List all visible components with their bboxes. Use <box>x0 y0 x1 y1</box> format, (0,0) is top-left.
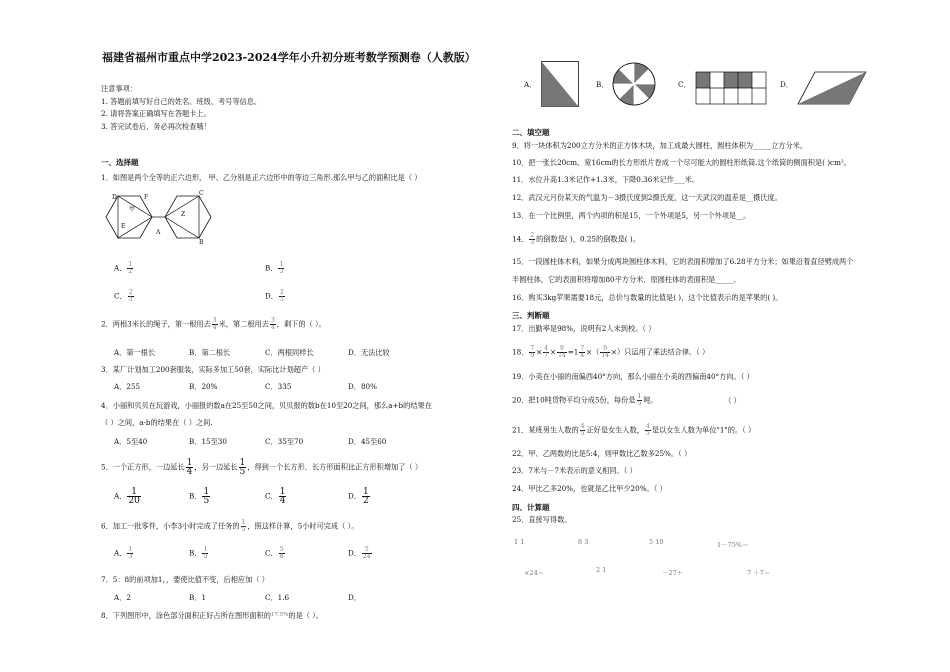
figure-label: C <box>199 190 204 197</box>
question-10: 10．把一张长20cm、宽16cm的长方形纸片卷成一个尽可能大的圆柱形纸筒.这个纸筒的侧面积是( )cm²。 <box>512 158 851 167</box>
option-a[interactable]: A．第一根长 <box>114 348 156 357</box>
figure-label: A <box>156 229 161 236</box>
question-23: 23．7米与－7米表示的意义相同。（ ） <box>512 466 637 475</box>
figure-label: 甲 <box>129 206 136 213</box>
question-7: 7．5：8的前项加1，，要使比值不变，后相应加（ ） <box>101 575 269 584</box>
figure-label: Z <box>181 211 186 218</box>
question-3: 3．某厂计划加工200套服装，实际多加工50套，实际比计划超产（ ） <box>101 365 325 374</box>
option-c[interactable]: C． $\frac{2}{3}$ <box>114 289 133 303</box>
option-a[interactable]: A． $\frac{1}{2}$ <box>114 261 133 275</box>
calc-item: 7 ＋7＝ <box>747 569 771 577</box>
grid-figure <box>696 72 766 104</box>
question-15-cont: 半圆柱体，它的表面积将增加80平方分米．原圆柱体的表面积是_____。 <box>512 275 741 284</box>
question-13: 13．在一个比例里，两个内项的积是15，一个外项是5，另一个外项是__。 <box>512 211 751 220</box>
option-c[interactable]: C．两根同样长 <box>265 348 314 357</box>
section-heading: 三、判断题 <box>512 311 550 320</box>
question-12: 12．武汉元月份某天的气温为－3摄氏度到2摄氏度，这一天武汉的温差是__摄氏度。 <box>512 193 782 202</box>
question-24: 24．甲比乙多20%，也就是乙比甲少20%。（ ） <box>512 484 667 493</box>
option-c[interactable]: C． $\frac{1}{4}$ <box>265 487 286 506</box>
figure-label: F <box>144 194 149 201</box>
figure-label: E <box>121 223 126 230</box>
notice-item: 1. 答题前填写好自己的姓名、班级、考号等信息。 <box>101 97 262 106</box>
rectangle-diagonal-figure <box>541 61 579 107</box>
option-b[interactable]: B． <box>596 80 609 89</box>
option-d[interactable]: D． $\frac{5}{24}$ <box>348 546 371 560</box>
section-heading: 四、计算题 <box>512 503 550 512</box>
option-b[interactable]: B．1 <box>189 593 207 602</box>
option-a[interactable]: A．5至40 <box>114 437 148 446</box>
question-14: 14． $\frac{2}{3}$ 的倒数是( )，0.25的倒数是( )。 <box>512 232 640 246</box>
option-a[interactable]: A．255 <box>114 382 141 391</box>
calc-item: 2 1 <box>596 566 607 574</box>
option-b[interactable]: B．15至30 <box>189 437 227 446</box>
figure-label: B <box>199 239 204 246</box>
question-21: 21．某班男生人数的 $\frac{4}{5}$ 正好是女生人数， $\frac{4}{5}$ 是以女生人数为单位"1"的。（ ） <box>512 423 756 437</box>
question-22: 22．甲、乙两数的比是5:4，则甲数比乙数多25%。（ ） <box>512 449 692 458</box>
section-heading: 二、填空题 <box>512 128 550 137</box>
page-title: 福建省福州市重点中学2023-2024学年小升初分班考数学预测卷（人教版） <box>102 51 476 64</box>
question-17: 17．出勤率是98%，说明有2人未到校。（ ） <box>512 324 656 333</box>
option-a[interactable]: A．2 <box>114 593 131 602</box>
question-20: 20．把10吨货物平均分成5份，每份是 $\frac{1}{5}$ 吨。 （ ） <box>512 393 741 407</box>
question-6: 6．加工一批零件，小李3小时完成了任务的 $\frac{1}{5}$ ，照这样计算，5小时可完成（ ）。 <box>101 519 359 533</box>
option-d[interactable]: D． $\frac{2}{5}$ <box>265 289 284 303</box>
notice-item: 2. 请将答案正确填写在答题卡上。 <box>101 109 211 118</box>
calc-item: 1－75%＝ <box>717 541 749 549</box>
question-4: 4．小丽和贝贝在玩游戏，小丽报的数a在25至50之间，贝贝报的数b在10至20之间，那么a+b的结果在 <box>101 401 432 410</box>
section-heading: 一、选择题 <box>101 158 139 167</box>
question-16: 16．购买3kg苹果需要18元，总价与数量的比值是( )，这个比值表示的是苹果的( )。 <box>512 293 783 302</box>
option-a[interactable]: A． $\frac{1}{20}$ <box>114 487 140 506</box>
option-a[interactable]: A． <box>524 80 537 89</box>
question-1: 1．如图是两个全等的正六边形， 甲、乙分别是正六边形中的等边三角形.那么甲与乙的面积比是（ ） <box>101 173 422 182</box>
option-b[interactable]: B． $\frac{1}{5}$ <box>189 546 208 560</box>
figure-label: D <box>112 194 117 201</box>
question-2: 2．两根3米长的绳子，第一根用去 $\frac{3}{4}$ 米，第二根用去 $\frac{3}{4}$ ，剩下的（ ）。 <box>101 317 326 331</box>
notice-item: 3. 答完试卷后，务必再次检查哦！ <box>101 122 211 131</box>
option-d[interactable]: D．45至60 <box>348 437 387 446</box>
question-19: 19．小美在小丽的南偏西40°方向，那么小丽在小美的西偏南40°方向。（ ） <box>512 372 754 381</box>
calc-item: －27÷ <box>662 569 683 577</box>
question-11: 11．水位升高1.3米记作+1.3米，下降0.36米记作___米。 <box>512 175 700 184</box>
question-4-cont: （ ）之间，a-b的结果在（ ）之间. <box>101 418 213 427</box>
parallelogram-figure <box>797 71 867 105</box>
circle-sectors-figure <box>612 62 656 106</box>
question-18: 18． $\frac{7}{9}$ × $\frac{4}{7}$ × $\frac{9}{14}$ =1 $\frac{7}{4}$ ×（ $\frac{9}{14}$ ×）只运用了乘法结合律。（ ） <box>512 345 710 359</box>
option-d[interactable]: D． <box>348 593 361 602</box>
option-c[interactable]: C．35至70 <box>265 437 304 446</box>
option-d[interactable]: D．80% <box>348 382 377 391</box>
option-b[interactable]: B． $\frac{1}{5}$ <box>189 487 210 506</box>
option-d[interactable]: D．无法比较 <box>348 348 390 357</box>
option-b[interactable]: B．20% <box>189 382 218 391</box>
calc-item: 1 1 <box>514 538 525 546</box>
calc-item: 8 3 <box>578 538 589 546</box>
notice-heading: 注意事项： <box>101 84 137 93</box>
question-25: 25．直接写得数。 <box>512 515 572 524</box>
option-c[interactable]: C．335 <box>265 382 292 391</box>
question-15: 15．一段圆柱体木料，如果分成两块圆柱体木料，它的表面积增加了6.28平方分米；如果沿着直径劈成两个 <box>512 257 854 266</box>
question-8: 8．下列图形中，涂色部分面积正好占所在图形面积的$^{17.5\%}$的是（ ）。 <box>101 611 323 620</box>
option-d[interactable]: D． <box>780 80 793 89</box>
calc-item: 5 10 <box>649 538 664 546</box>
option-c[interactable]: C．1.6 <box>265 593 290 602</box>
option-d[interactable]: D． $\frac{1}{2}$ <box>348 487 369 506</box>
question-5: 5．一个正方形，一边延长 $\frac{1}{4}$ ，另一边延长 $\frac{1}{5}$ ，得到一个长方形．长方形面积比正方形积增加了（ ） <box>101 458 423 477</box>
option-a[interactable]: A． $\frac{1}{3}$ <box>114 546 133 560</box>
calc-item: ×24＝ <box>524 569 545 577</box>
option-c[interactable]: C． <box>678 80 691 89</box>
option-b[interactable]: B． $\frac{1}{3}$ <box>265 261 284 275</box>
option-b[interactable]: B．第二根长 <box>189 348 231 357</box>
hexagon-figure <box>104 190 214 248</box>
option-c[interactable]: C． $\frac{5}{8}$ <box>265 546 284 560</box>
question-9: 9．将一块体积为200立方分米的正方体木块，加工成最大圆柱，圆柱体积为_____立方分米。 <box>512 141 808 150</box>
